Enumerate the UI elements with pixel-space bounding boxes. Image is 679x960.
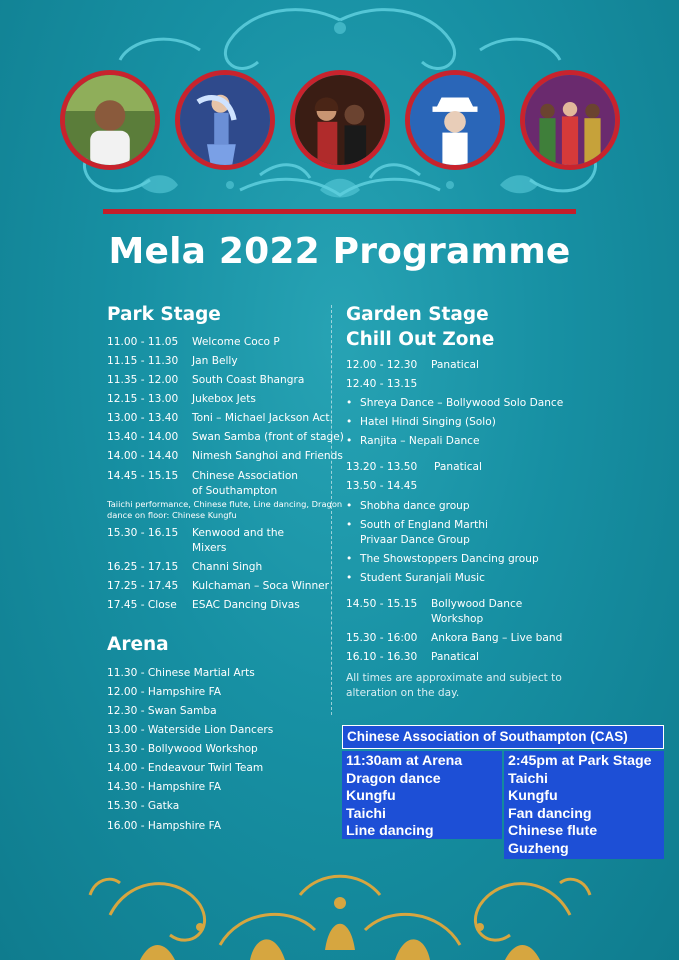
arena-row: 12.30 - Swan Samba xyxy=(107,705,217,717)
garden-stage-heading: Garden Stage xyxy=(346,304,489,325)
performer-photo-band xyxy=(520,70,620,170)
arena-row: 14.30 - Hampshire FA xyxy=(107,781,221,793)
cas-arena-line: Taichi xyxy=(346,805,386,822)
garden-bullet: • South of England Marthi xyxy=(360,518,488,532)
performer-photo-singers xyxy=(290,70,390,170)
arena-row: 12.00 - Hampshire FA xyxy=(107,686,221,698)
page-title: Mela 2022 Programme xyxy=(108,231,571,272)
performer-photos xyxy=(60,70,620,170)
cas-park-stage-box xyxy=(504,751,664,859)
performer-photo-belly-dancer xyxy=(175,70,275,170)
park-note: dance on floor: Chinese Kungfu xyxy=(107,510,237,520)
arena-row: 13.30 - Bollywood Workshop xyxy=(107,743,258,755)
cas-park-line: 2:45pm at Park Stage xyxy=(508,753,652,769)
cas-park-line: Chinese flute xyxy=(508,823,598,839)
cas-arena-line: Line dancing xyxy=(346,823,434,839)
arena-row: 16.00 - Hampshire FA xyxy=(107,820,221,832)
cas-header: Chinese Association of Southampton (CAS) xyxy=(342,725,664,749)
park-note: Taiichi performance, Chinese flute, Line dancing, Dragon xyxy=(107,499,343,509)
cas-arena-line: 11:30am at Arena xyxy=(346,753,463,769)
performer-photo-man xyxy=(60,70,160,170)
disclaimer-note: All times are approximate and subject to alteration on the day. xyxy=(346,672,562,699)
cas-arena-line: Dragon dance xyxy=(346,770,441,787)
gold-filigree-ornament xyxy=(0,855,679,960)
cas-park-line: Guzheng xyxy=(508,840,569,857)
garden-bullet-continued: Privaar Dance Group xyxy=(360,534,470,546)
red-divider-line xyxy=(103,209,576,214)
garden-bullet: • The Showstoppers Dancing group xyxy=(360,552,539,566)
chill-out-zone-heading: Chill Out Zone xyxy=(346,329,495,350)
arena-row: 15.30 - Gatka xyxy=(107,800,180,812)
arena-row: 14.00 - Endeavour Twirl Team xyxy=(107,762,264,774)
park-stage-heading: Park Stage xyxy=(107,304,221,325)
garden-bullet: • Shreya Dance – Bollywood Solo Dance xyxy=(360,396,563,410)
cas-arena-line: Kungfu xyxy=(346,788,396,804)
cas-park-line: Kungfu xyxy=(508,788,558,804)
column-divider xyxy=(331,305,332,715)
arena-row: 11.30 - Chinese Martial Arts xyxy=(107,667,255,679)
garden-bullet: • Hatel Hindi Singing (Solo) xyxy=(360,415,496,429)
performer-photo-michael-jackson-act xyxy=(405,70,505,170)
arena-heading: Arena xyxy=(107,634,169,655)
cas-arena-box xyxy=(342,751,502,839)
garden-bullet: • Shobha dance group xyxy=(360,499,470,513)
cas-park-line: Taichi xyxy=(508,770,548,787)
cas-park-line: Fan dancing xyxy=(508,805,592,822)
garden-bullet: • Ranjita – Nepali Dance xyxy=(360,434,480,448)
garden-bullet: • Student Suranjali Music xyxy=(360,571,485,585)
arena-row: 13.00 - Waterside Lion Dancers xyxy=(107,724,274,736)
